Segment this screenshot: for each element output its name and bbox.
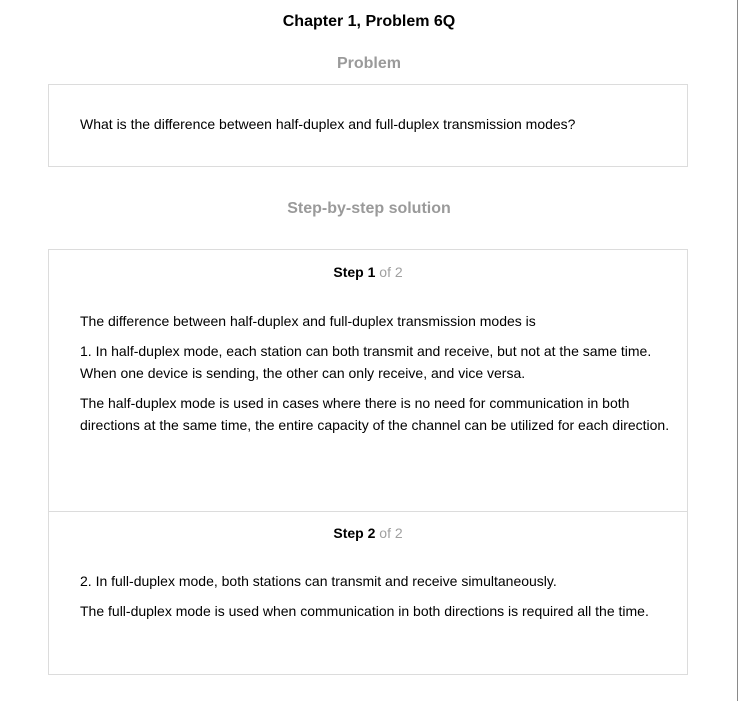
- step-2: [49, 511, 687, 674]
- step-2-of-total: of 2: [379, 525, 403, 541]
- problem-text: What is the difference between half-duplex and full-duplex transmission modes?: [80, 116, 576, 132]
- page-title: Chapter 1, Problem 6Q: [282, 13, 456, 30]
- solution-heading: Step-by-step solution: [287, 200, 451, 217]
- step-1-body: [80, 310, 670, 444]
- step-1-label: Step: [333, 264, 364, 280]
- step-1-paragraph: The difference between half-duplex and full-duplex transmission modes is: [80, 313, 536, 329]
- step-1: [49, 250, 687, 512]
- step-2-header: [49, 524, 687, 542]
- step-2-paragraph: 2. In full-duplex mode, both stations can transmit and receive simultaneously.: [80, 573, 557, 589]
- step-2-body: [80, 570, 670, 629]
- step-2-number: 2: [367, 525, 376, 541]
- step-1-of-total: of 2: [379, 264, 403, 280]
- problem-heading: Problem: [336, 55, 401, 72]
- step-1-header: [49, 263, 687, 281]
- step-1-number: 1: [367, 264, 376, 280]
- step-2-label: Step: [333, 525, 364, 541]
- step-1-paragraph: The half-duplex mode is used in cases where there is no need for communication in both directions at the same time, the entire capacity of the channel can be utilized for each direction.: [80, 394, 670, 433]
- solution-box: [48, 249, 688, 675]
- step-2-paragraph: The full-duplex mode is used when communication in both directions is required all the time.: [80, 602, 649, 619]
- step-1-paragraph: 1. In half-duplex mode, each station can both transmit and receive, but not at the same time. When one device is sending, the other can only receive, and vice versa.: [80, 342, 652, 381]
- problem-box: [48, 84, 688, 167]
